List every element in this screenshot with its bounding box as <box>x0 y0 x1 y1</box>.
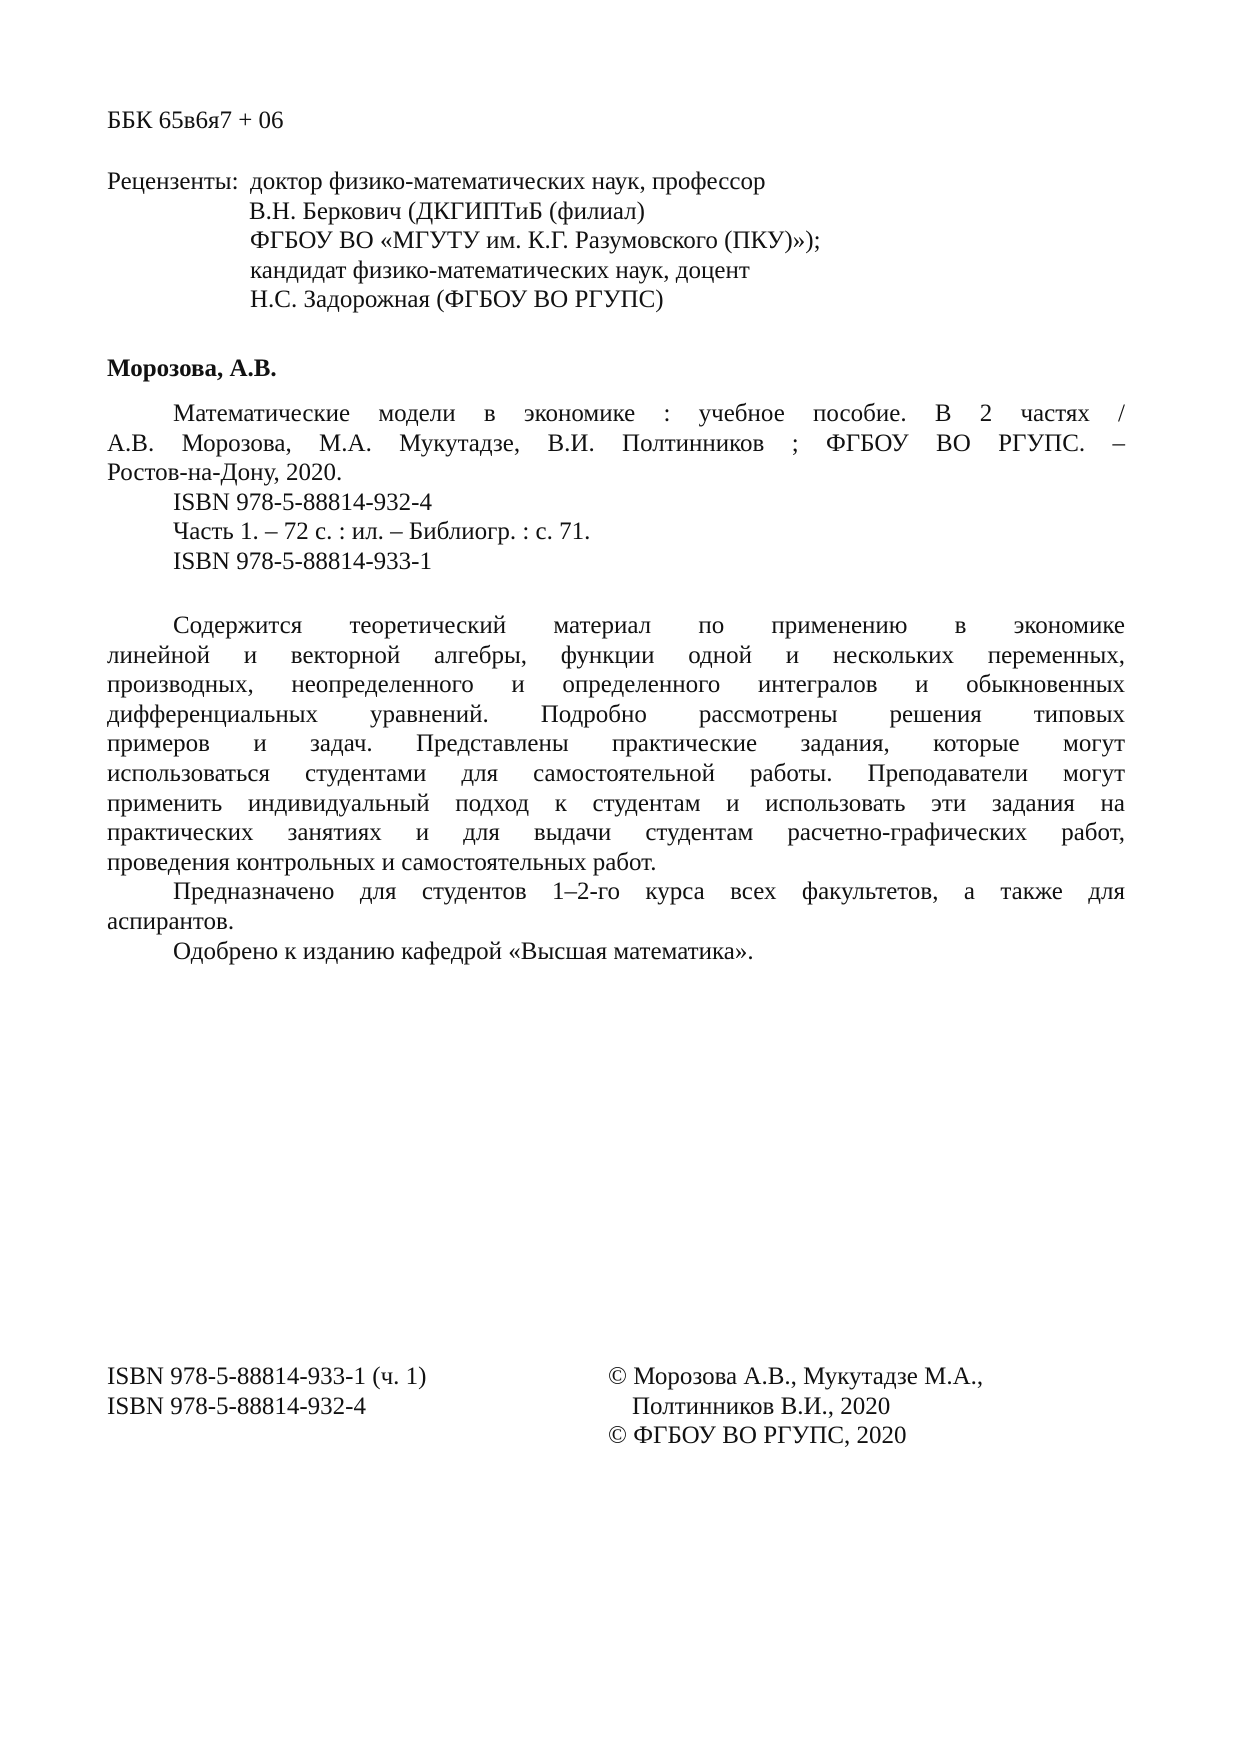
reviewers-block <box>107 167 1125 315</box>
abstract-line: производных, неопределенного и определенного интегралов и обыкновенных <box>107 671 1125 699</box>
bib-line: А.В. Морозова, М.А. Мукутадзе, В.И. Полтинников ; ФГБОУ ВО РГУПС. – <box>107 429 1125 457</box>
reviewer-line: Н.С. Задорожная (ФГБОУ ВО РГУПС) <box>250 286 664 314</box>
approval-line: Одобрено к изданию кафедрой «Высшая математика». <box>173 937 754 965</box>
audience-line: аспирантов. <box>107 907 235 935</box>
bib-line: Ростов-на-Дону, 2020. <box>107 459 343 487</box>
copyright-block <box>608 1362 1128 1451</box>
abstract-line: Содержится теоретический материал по применению в экономике <box>173 612 1125 639</box>
reviewer-line: ФГБОУ ВО «МГУТУ им. К.Г. Разумовского (ПКУ)»); <box>250 227 821 255</box>
reviewer-line: доктор физико-математических наук, профессор <box>250 168 766 195</box>
copyright-line: © ФГБОУ ВО РГУПС, 2020 <box>608 1422 907 1450</box>
author-heading: Морозова, А.В. <box>107 355 277 382</box>
abstract-line: примеров и задач. Представлены практические задания, которые могут <box>107 730 1125 758</box>
copyright-line: Полтинников В.И., 2020 <box>632 1392 891 1420</box>
abstract <box>107 611 1125 966</box>
reviewer-line: кандидат физико-математических наук, доцент <box>250 256 750 284</box>
copyright-line: © Морозова А.В., Мукутадзе М.А., <box>608 1363 984 1390</box>
footer-isbn-line: ISBN 978-5-88814-932-4 <box>107 1392 367 1420</box>
bbk-code: ББК 65в6я7 + 06 <box>107 107 284 134</box>
bib-line: Математические модели в экономике : учебное пособие. В 2 частях / <box>173 400 1125 427</box>
abstract-line: дифференциальных уравнений. Подробно рассмотрены решения типовых <box>107 700 1125 728</box>
reviewers-label: Рецензенты: <box>107 168 239 195</box>
isbn-set: ISBN 978-5-88814-932-4 <box>173 488 433 516</box>
isbn-part: ISBN 978-5-88814-933-1 <box>173 547 433 575</box>
abstract-line: применить индивидуальный подход к студентам и использовать эти задания на <box>107 789 1125 817</box>
part-info: Часть 1. – 72 с. : ил. – Библиогр. : с. 71. <box>173 518 591 546</box>
abstract-line: проведения контрольных и самостоятельных работ. <box>107 848 657 876</box>
abstract-line: практических занятиях и для выдачи студентам расчетно-графических работ, <box>107 819 1125 847</box>
bibliographic-record <box>107 399 1125 577</box>
audience-line: Предназначено для студентов 1–2-го курса всех факультетов, а также для <box>173 878 1125 906</box>
footer-isbn <box>107 1362 507 1421</box>
footer-isbn-line: ISBN 978-5-88814-933-1 (ч. 1) <box>107 1363 427 1390</box>
abstract-line: линейной и векторной алгебры, функции одной и нескольких переменных, <box>107 641 1125 669</box>
abstract-line: использоваться студентами для самостоятельной работы. Преподаватели могут <box>107 759 1125 787</box>
reviewer-line: В.Н. Беркович (ДКГИПТиБ (филиал) <box>249 197 645 225</box>
